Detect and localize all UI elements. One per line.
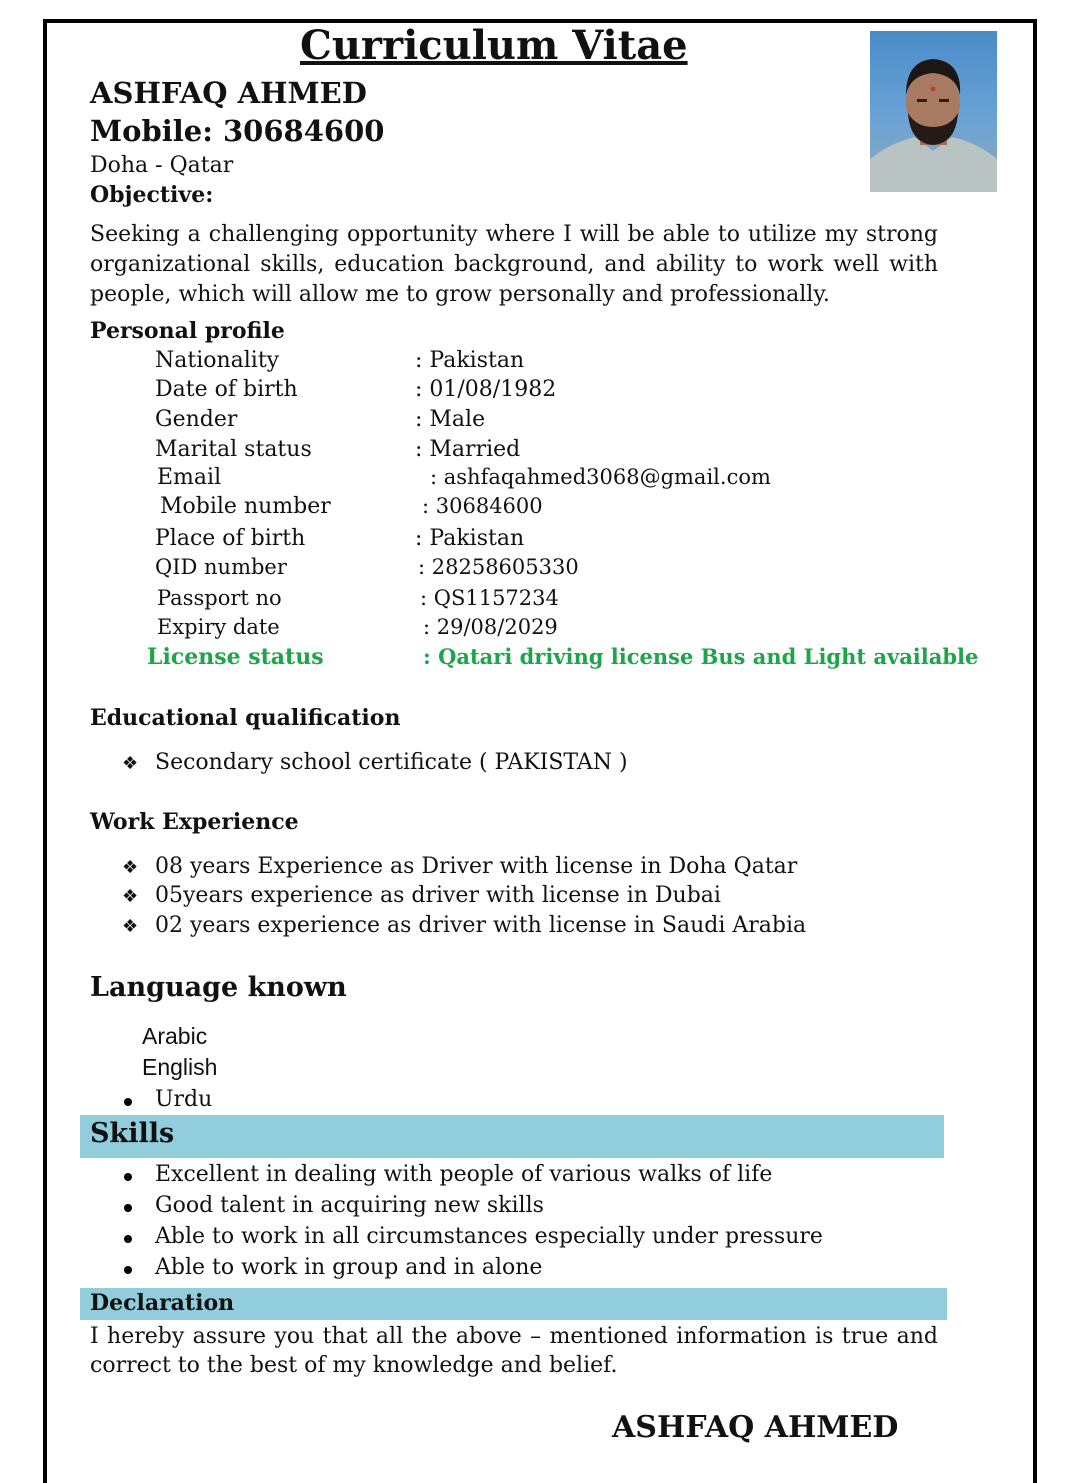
profile-value-license-status: : Qatari driving license Bus and Light available [423, 644, 979, 669]
bullet-dot-icon [124, 1266, 132, 1274]
profile-photo [870, 31, 997, 192]
profile-label-marital-status: Marital status [155, 437, 312, 462]
diamond-bullet-icon: ❖ [122, 753, 139, 774]
education-heading: Educational qualification [90, 705, 401, 731]
profile-label-date-of-birth: Date of birth [155, 377, 298, 402]
profile-value-place-of-birth: : Pakistan [415, 526, 525, 551]
profile-value-gender: : Male [415, 407, 486, 432]
language-item: Urdu [155, 1087, 213, 1112]
skill-item: Able to work in group and in alone [155, 1255, 543, 1280]
candidate-location: Doha - Qatar [90, 153, 234, 178]
skills-heading: Skills [90, 1118, 175, 1149]
profile-label-mobile-number: Mobile number [160, 494, 331, 519]
language-heading: Language known [90, 972, 347, 1003]
declaration-text: I hereby assure you that all the above – mentioned information is true and correct to the best of my knowledge and belief. [90, 1324, 938, 1378]
diamond-bullet-icon: ❖ [122, 886, 139, 907]
skill-item: Excellent in dealing with people of various walks of life [155, 1162, 773, 1187]
objective-text: Seeking a challenging opportunity where I will be able to utilize my strong organizational skills, education background, and ability to work well with people, which will allow me to grow personally and professionally. [90, 222, 938, 307]
diamond-bullet-icon: ❖ [122, 916, 139, 937]
profile-label-expiry-date: Expiry date [157, 615, 280, 639]
profile-label-passport-no: Passport no [157, 586, 282, 610]
skill-item: Able to work in all circumstances especially under pressure [155, 1224, 823, 1249]
declaration-heading: Declaration [90, 1290, 235, 1316]
profile-value-marital-status: : Married [415, 437, 521, 462]
diamond-bullet-icon: ❖ [122, 857, 139, 878]
profile-label-nationality: Nationality [155, 348, 280, 373]
candidate-name: ASHFAQ AHMED [90, 76, 367, 110]
profile-value-passport-no: : QS1157234 [420, 586, 559, 610]
skill-item: Good talent in acquiring new skills [155, 1193, 544, 1218]
candidate-mobile: Mobile: 30684600 [90, 114, 385, 148]
bullet-dot-icon [124, 1098, 132, 1106]
signature-name: ASHFAQ AHMED [612, 1410, 899, 1445]
work-item: 05years experience as driver with license in Dubai [155, 883, 721, 908]
profile-label-qid-number: QID number [155, 555, 287, 579]
profile-value-expiry-date: : 29/08/2029 [423, 615, 558, 639]
work-experience-heading: Work Experience [90, 809, 299, 835]
profile-value-qid-number: : 28258605330 [418, 555, 579, 579]
language-item: English [142, 1054, 218, 1080]
personal-profile-heading: Personal profile [90, 318, 285, 344]
language-item: Arabic [142, 1023, 208, 1049]
profile-value-email: : ashfaqahmed3068@gmail.com [430, 465, 771, 489]
bullet-dot-icon [124, 1173, 132, 1181]
profile-value-date-of-birth: : 01/08/1982 [415, 377, 557, 402]
profile-label-place-of-birth: Place of birth [155, 526, 306, 551]
document-title: Curriculum Vitae [300, 22, 688, 69]
work-item: 08 years Experience as Driver with license in Doha Qatar [155, 854, 798, 879]
profile-label-gender: Gender [155, 407, 238, 432]
bullet-dot-icon [124, 1235, 132, 1243]
work-item: 02 years experience as driver with license in Saudi Arabia [155, 913, 807, 938]
bullet-dot-icon [124, 1204, 132, 1212]
profile-value-nationality: : Pakistan [415, 348, 525, 373]
profile-label-license-status: License status [147, 644, 324, 670]
profile-label-email: Email [157, 465, 222, 490]
education-item: Secondary school certificate ( PAKISTAN ) [155, 750, 628, 775]
profile-value-mobile-number: : 30684600 [422, 494, 543, 518]
objective-heading: Objective: [90, 182, 214, 208]
skills-heading-band [80, 1115, 944, 1158]
